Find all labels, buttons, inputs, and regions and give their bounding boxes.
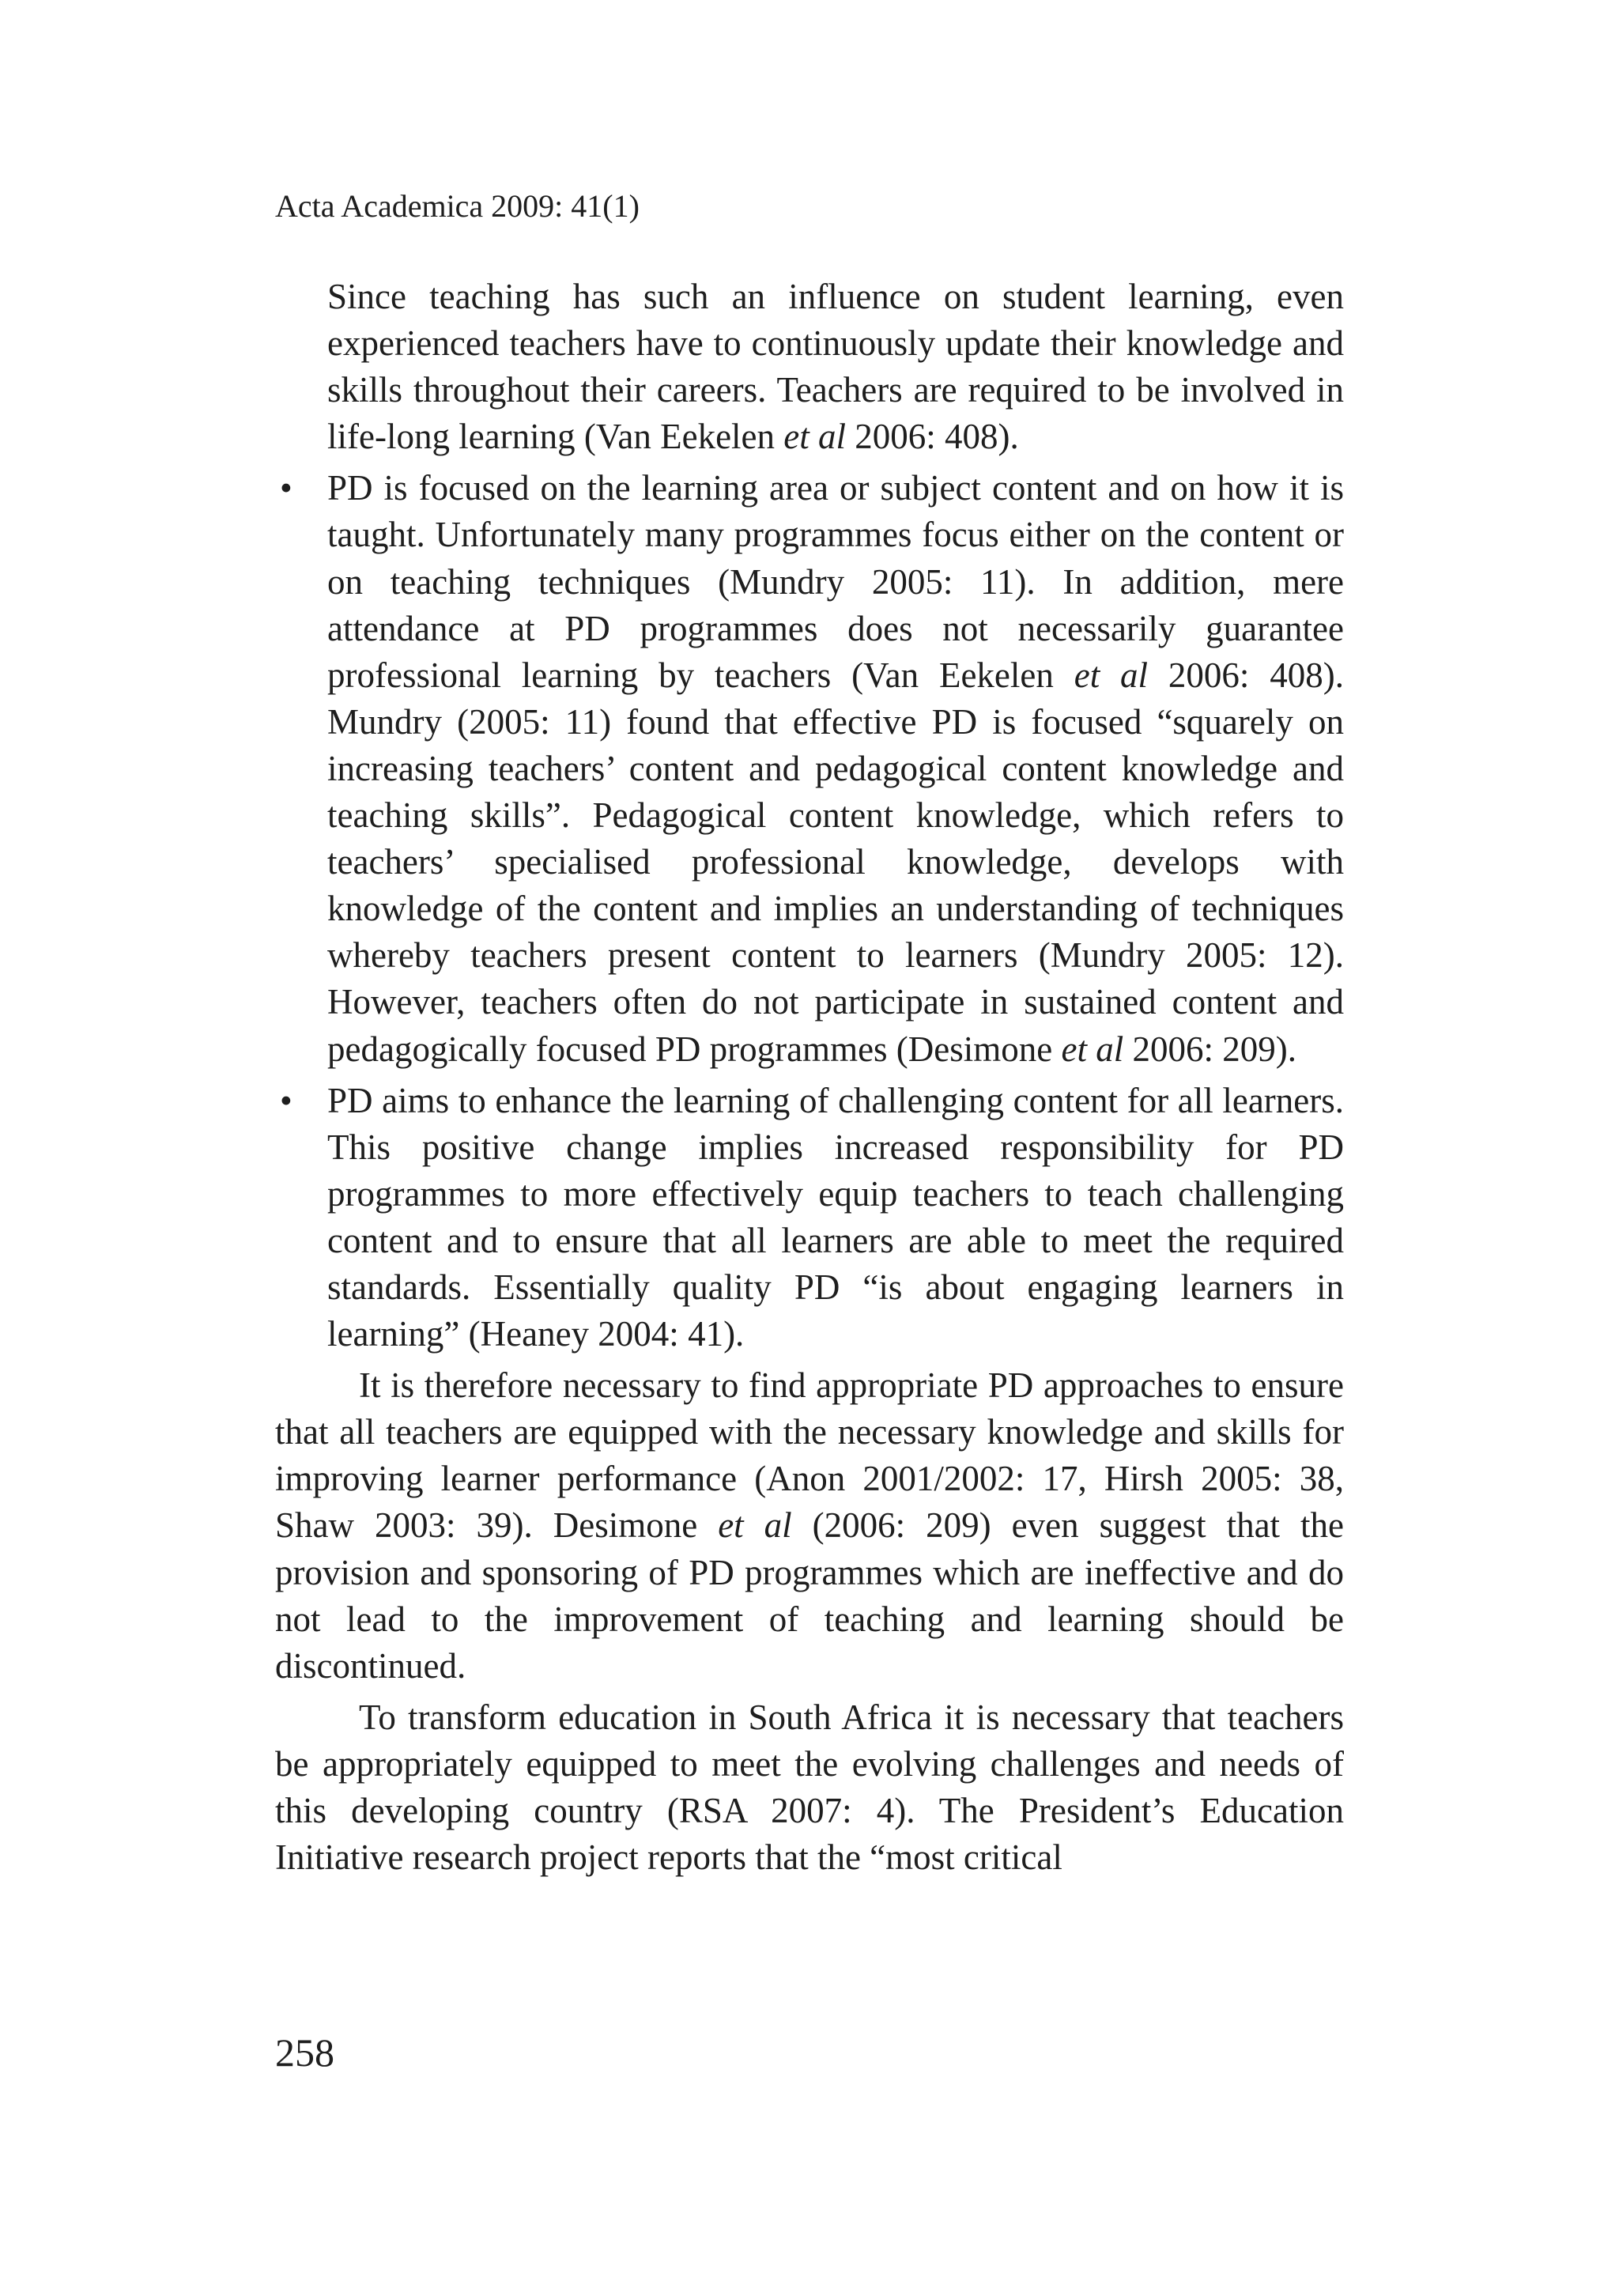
running-head: Acta Academica 2009: 41(1) [275,188,640,224]
bullet-list [275,465,1344,1358]
paragraph: To transform education in South Africa it is necessary that teachers be appropriately equipped to meet the evolving challenges and needs of this developing country (RSA 2007: 4). The President’s Education Initiative research project reports that the “most critical [275,1697,1344,1878]
paragraph: It is therefore necessary to find appropriate PD approaches to ensure that all teachers are equipped with the necessary knowledge and skills for improving learner performance (Anon 2001/2002: 17, Hirsh 2005: 38, Shaw 2003: 39). Desimone et al (2006: 209) even suggest that the provision and sponsoring of PD programmes which are ineffective and do not lead to the improvement of teaching and learning should be discontinued. [275,1365,1345,1686]
list-item: • PD aims to enhance the learning of challenging content for all learners. This positive change implies increased responsibility for PD programmes to more effectively equip teachers to teach challenging content and to ensure that all learners are able to meet the required standards. Essentially quality PD “is about engaging learners in learning” (Heaney 2004: 41). [275,1078,1344,1358]
bullet-icon: • [280,1080,292,1120]
continuation-paragraph: Since teaching has such an influence on student learning, even experienced teachers have to continuously update their knowledge and skills throughout their careers. Teachers are required to be involved in life-long learning (Van Eekelen et al 2006: 408). [327,277,1344,457]
page-number: 258 [275,2030,334,2075]
bullet-icon: • [280,468,292,508]
body-text [275,274,1344,1886]
list-item: • PD is focused on the learning area or subject content and on how it is taught. Unfortunately many programmes focus either on the content or on teaching techniques (Mundry 2005: 11). In addition, mere attendance at PD programmes does not necessarily guarantee professional learning by teachers (Van Eekelen et al 2006: 408). Mundry (2005: 11) found that effective PD is focused “squarely on increasing teachers’ content and pedagogical content knowledge and teaching skills”. Pedagogical content knowledge, which refers to teachers’ specialised professional knowledge, develops with knowledge of the content and implies an understanding of techniques whereby teachers present content to learners (Mundry 2005: 12). However, teachers often do not participate in sustained content and pedagogically focused PD programmes (Desimone et al 2006: 209). [275,465,1344,1072]
